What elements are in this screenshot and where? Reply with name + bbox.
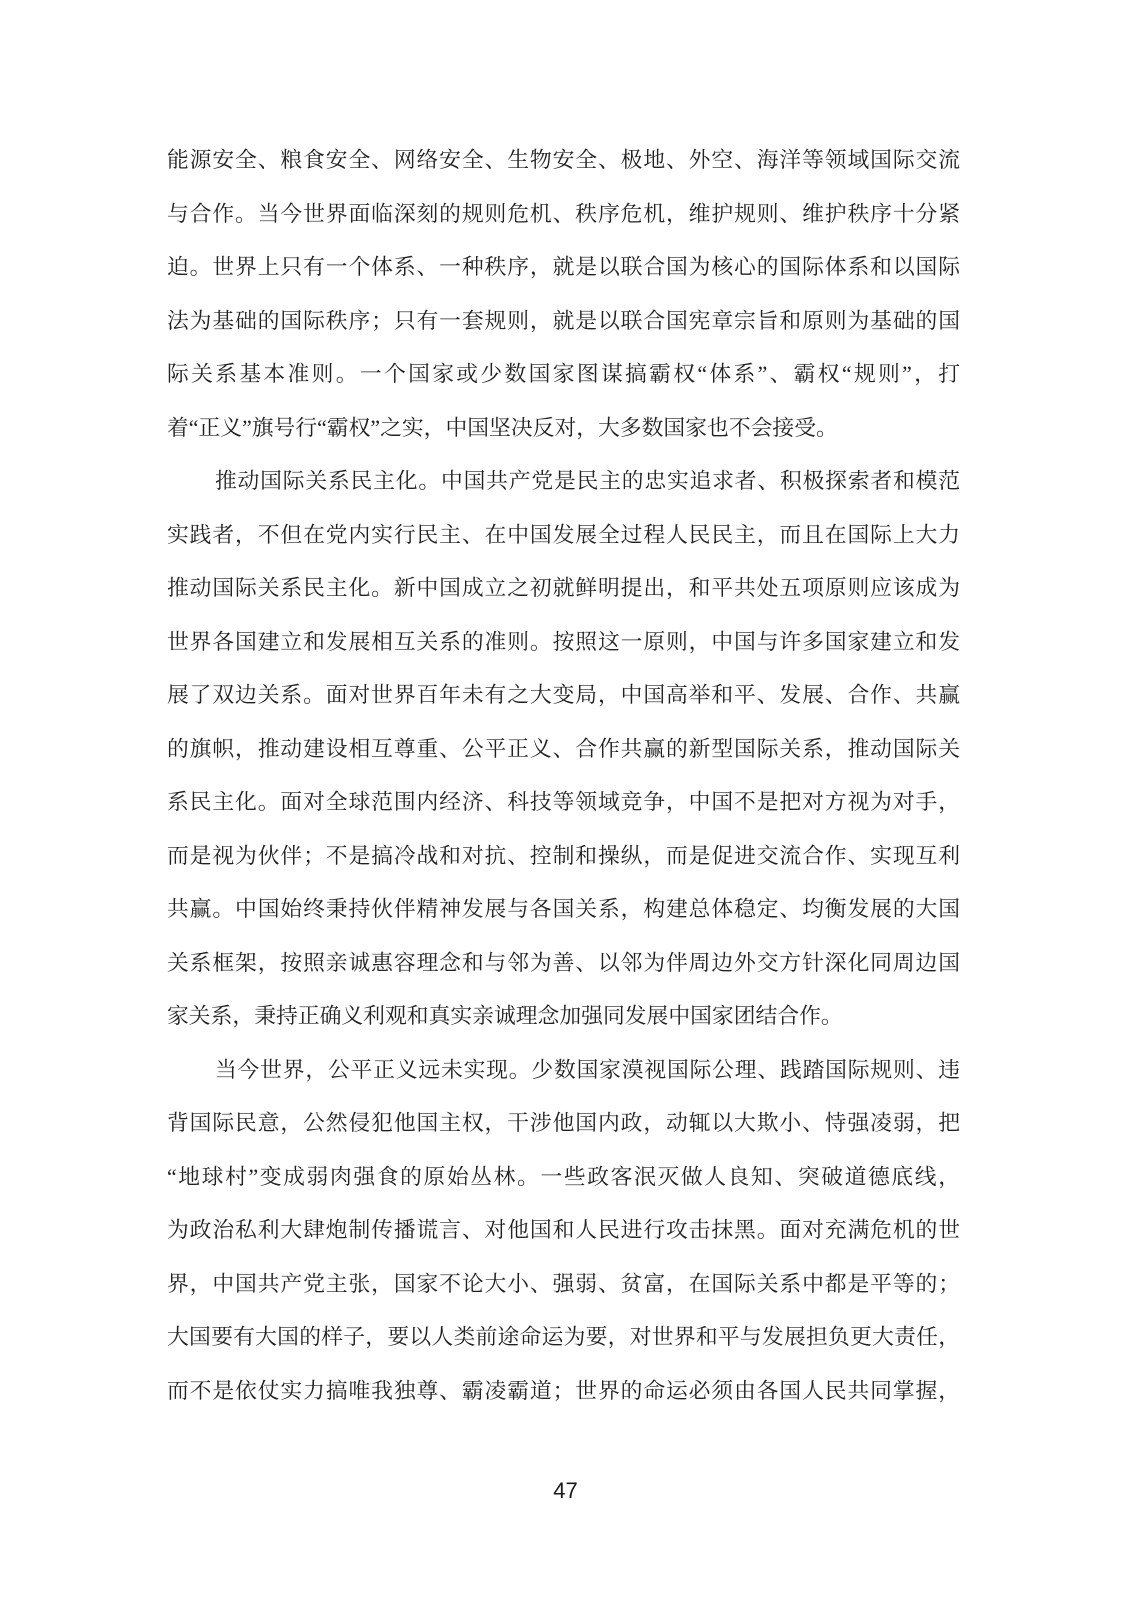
text-line: 而不是依仗实力搞唯我独尊、霸凌霸道；世界的命运必须由各国人民共同掌握， — [167, 1378, 960, 1403]
text-line: “地球村”变成弱肉强食的原始丛林。一些政客泯灭做人良知、突破道德底线， — [167, 1164, 960, 1189]
text-line: 而是视为伙伴；不是搞冷战和对抗、控制和操纵，而是促进交流合作、实现互利 — [167, 843, 960, 868]
paragraph — [167, 455, 960, 1044]
text-line: 实践者，不但在党内实行民主、在中国发展全过程人民民主，而且在国际上大力 — [167, 522, 960, 547]
text-line: 共赢。中国始终秉持伙伴精神发展与各国关系，构建总体稳定、均衡发展的大国 — [167, 897, 960, 921]
text-line: 关系框架，按照亲诚惠容理念和与邻为善、以邻为伴周边外交方针深化同周边国 — [167, 950, 960, 975]
text-line: 与合作。当今世界面临深刻的规则危机、秩序危机，维护规则、维护秩序十分紧 — [167, 201, 960, 226]
page-number: 47 — [553, 1478, 578, 1503]
text-line: 法为基础的国际秩序；只有一套规则，就是以联合国宪章宗旨和原则为基础的国 — [167, 308, 960, 333]
text-line: 迫。世界上只有一个体系、一种秩序，就是以联合国为核心的国际体系和以国际 — [167, 255, 960, 279]
text-line: 大国要有大国的样子，要以人类前途命运为要，对世界和平与发展担负更大责任， — [167, 1325, 960, 1349]
text-line: 推动国际关系民主化。新中国成立之初就鲜明提出，和平共处五项原则应该成为 — [167, 576, 960, 600]
paragraph — [167, 1044, 960, 1419]
body-text — [167, 134, 960, 1418]
text-line: 能源安全、粮食安全、网络安全、生物安全、极地、外空、海洋等领域国际交流 — [167, 148, 960, 172]
text-line: 系民主化。面对全球范围内经济、科技等领域竞争，中国不是把对方视为对手， — [167, 790, 960, 814]
text-line: 际关系基本准则。一个国家或少数国家图谋搞霸权“体系”、霸权“规则”，打 — [167, 362, 960, 386]
paragraph — [167, 134, 960, 455]
text-line: 家关系，秉持正确义利观和真实亲诚理念加强同发展中国家团结合作。 — [167, 1004, 843, 1028]
text-line: 推动国际关系民主化。中国共产党是民主的忠实追求者、积极探索者和模范 — [214, 469, 960, 493]
text-line: 展了双边关系。面对世界百年未有之大变局，中国高举和平、发展、合作、共赢 — [167, 683, 960, 707]
text-line: 背国际民意，公然侵犯他国主权，干涉他国内政，动辄以大欺小、恃强凌弱，把 — [167, 1111, 960, 1135]
text-line: 的旗帜，推动建设相互尊重、公平正义、合作共赢的新型国际关系，推动国际关 — [167, 736, 960, 761]
text-line: 世界各国建立和发展相互关系的准则。按照这一原则，中国与许多国家建立和发 — [167, 629, 960, 654]
text-line: 为政治私利大肆炮制传播谎言、对他国和人民进行攻击抹黑。面对充满危机的世 — [167, 1218, 960, 1242]
text-line: 着“正义”旗号行“霸权”之实，中国坚决反对，大多数国家也不会接受。 — [167, 415, 838, 440]
text-line: 当今世界，公平正义远未实现。少数国家漠视国际公理、践踏国际规则、违 — [214, 1057, 960, 1082]
text-line: 界，中国共产党主张，国家不论大小、强弱、贫富，在国际关系中都是平等的； — [167, 1271, 960, 1296]
